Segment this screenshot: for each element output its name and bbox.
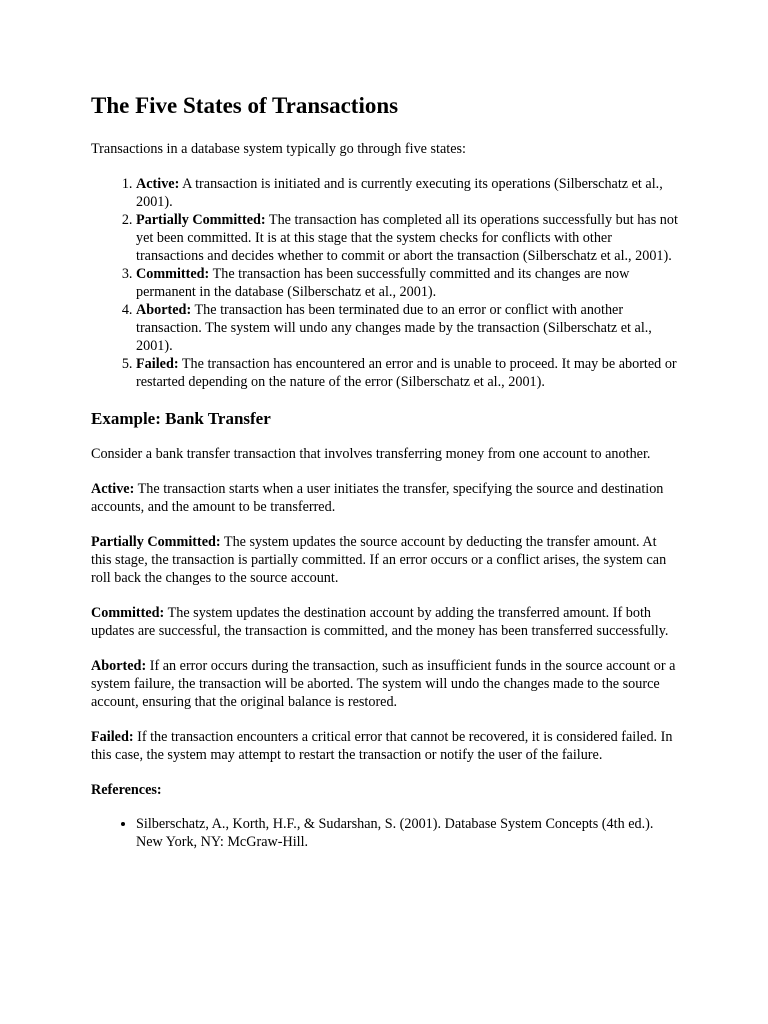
list-item [136,211,678,265]
example-step-active [91,480,678,516]
step-description: The system updates the destination account by adding the transferred amount. If both updates are successful, the transaction is committed, and the money has been transferred successfully. [91,605,669,639]
step-description: The system updates the source account by deducting the transfer amount. At this stage, the transaction is partially committed. If an error occurs or a conflict arises, the system can roll back the changes to the source account. [91,534,667,586]
step-term: Failed: [91,729,134,745]
state-term: Failed: [136,356,179,372]
state-description: The transaction has been successfully committed and its changes are now permanent in the database (Silberschatz et al., 2001). [136,266,630,300]
intro-paragraph: Transactions in a database system typically go through five states: [91,141,466,157]
example-heading: Example: Bank Transfer [91,409,271,428]
list-item [136,355,678,391]
references-heading [91,781,678,799]
step-description: If the transaction encounters a critical error that cannot be recovered, it is considered failed. In this case, the system may attempt to restart the transaction or notify the user of the failure. [91,729,673,763]
step-description: The transaction starts when a user initiates the transfer, specifying the source and destination accounts, and the amount to be transferred. [91,481,664,515]
list-item [136,301,678,355]
example-step-aborted [91,657,678,711]
references-list [91,815,678,851]
example-intro: Consider a bank transfer transaction that involves transferring money from one account to another. [91,446,651,462]
step-term: Active: [91,481,135,497]
state-term: Partially Committed: [136,212,266,228]
example-step-partially-committed [91,533,678,587]
state-description: The transaction has completed all its operations successfully but has not yet been committed. It is at this stage that the system checks for conflicts with other transactions and decides whether to commit or abort the transaction (Silberschatz et al., 2001). [136,212,678,264]
step-term: Committed: [91,605,165,621]
reference-item: • Silberschatz, A., Korth, H.F., & Sudarshan, S. (2001). Database System Concepts (4th ed.). New York, NY: McGraw-Hill. [136,815,678,851]
page-title: The Five States of Transactions [91,93,399,118]
state-term: Aborted: [136,302,192,318]
state-term: Active: [136,176,180,192]
example-step-failed [91,728,678,764]
step-term: Partially Committed: [91,534,221,550]
step-description: If an error occurs during the transaction, such as insufficient funds in the source account or a system failure, the transaction will be aborted. The system will undo the changes made to the source account, ensuring that the original balance is restored. [91,658,676,710]
state-description: The transaction has been terminated due to an error or conflict with another transaction. The system will undo any changes made by the transaction (Silberschatz et al., 2001). [136,302,652,354]
list-item [136,265,678,301]
example-step-committed [91,604,678,640]
references-heading-text: References: [91,782,162,798]
state-term: Committed: [136,266,210,282]
states-list [91,175,678,391]
list-item [136,175,678,211]
state-description: A transaction is initiated and is currently executing its operations (Silberschatz et al., 2001). [136,176,663,210]
state-description: The transaction has encountered an error and is unable to proceed. It may be aborted or restarted depending on the nature of the error (Silberschatz et al., 2001). [136,356,677,390]
step-term: Aborted: [91,658,147,674]
